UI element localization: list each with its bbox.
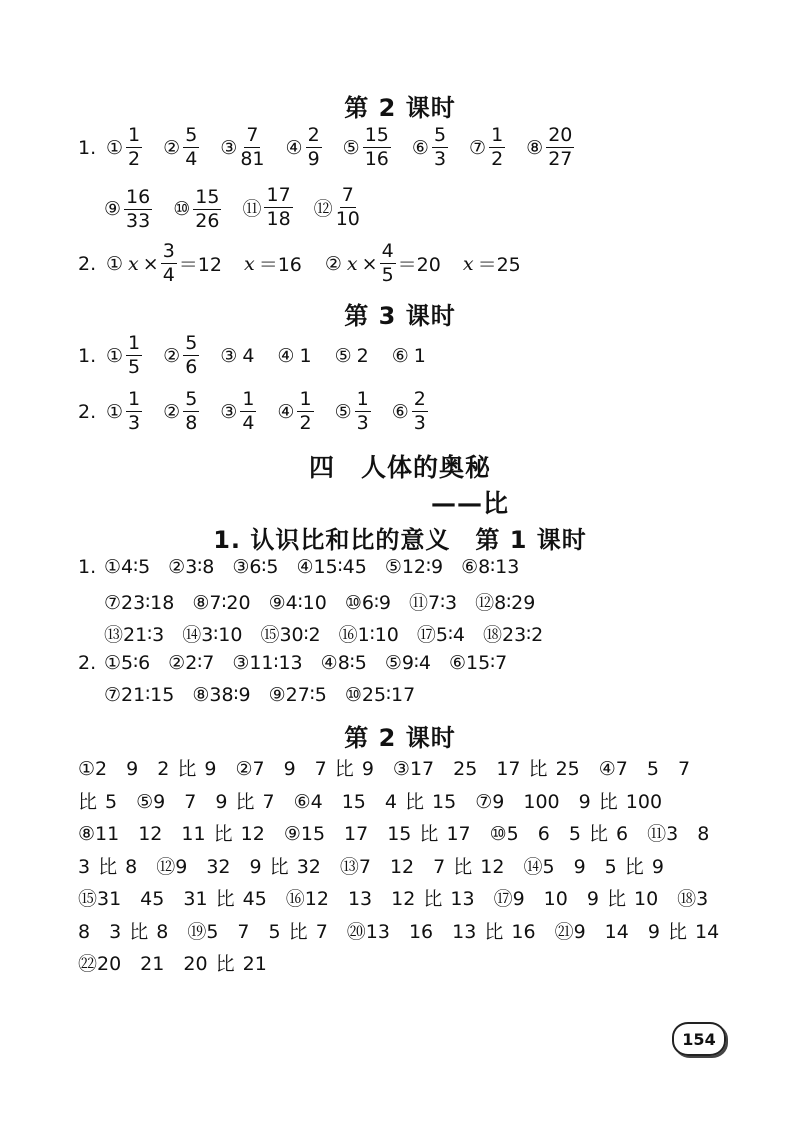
equation-item — [106, 242, 304, 285]
equation-rhs: ＝20 — [397, 254, 441, 276]
item-marker: ⑥ — [391, 344, 409, 367]
ratio-item: ③11∶13 — [232, 652, 303, 674]
answer-item — [412, 126, 448, 169]
ratio-row — [78, 556, 537, 578]
ratio-item: ②2∶7 — [168, 652, 215, 674]
numerator: 1 — [356, 388, 369, 410]
item-marker: ⑤ — [334, 400, 352, 423]
section-b-q1 — [78, 334, 449, 377]
ratio-item: ⑦23∶18 — [104, 592, 175, 614]
answer-item — [104, 185, 152, 232]
fraction — [363, 126, 391, 169]
fraction — [126, 334, 142, 377]
fraction — [161, 242, 177, 285]
answer-line: ①2 9 2 比 9 ②7 9 7 比 9 ③17 25 17 比 25 ④7 5 7 — [78, 758, 691, 780]
denominator: 81 — [240, 148, 265, 170]
question-number: 2. — [78, 400, 97, 423]
ratio-item: ⑤9∶4 — [384, 652, 431, 674]
numerator: 1 — [491, 124, 504, 146]
section-a-q1-row2 — [104, 186, 381, 231]
section-a-q2 — [78, 242, 544, 285]
ratio-item: ⑬21∶3 — [104, 624, 165, 646]
ratio-item: ⑱23∶2 — [483, 624, 544, 646]
item-marker: ② — [163, 136, 181, 159]
ratio-item: ⑧7∶20 — [192, 592, 251, 614]
item-marker: ④ — [285, 136, 303, 159]
ratio-row — [104, 588, 553, 615]
denominator: 4 — [185, 148, 198, 170]
item-marker: ⑩ — [173, 198, 191, 220]
item-marker: ① — [106, 344, 124, 367]
item-marker: ⑦ — [469, 136, 487, 159]
item-marker: ① — [106, 136, 124, 159]
ratio-item: ①5∶6 — [104, 652, 151, 674]
fraction — [124, 185, 152, 232]
fraction — [489, 126, 505, 169]
answer-line: ⑮31 45 31 比 45 ⑯12 13 12 比 13 ⑰9 10 9 比 10 ⑱3 — [78, 888, 709, 910]
fraction — [306, 126, 322, 169]
answer-item — [106, 390, 142, 433]
denominator: 6 — [185, 356, 198, 378]
answer-item — [106, 334, 142, 377]
answer-item — [343, 126, 391, 169]
fraction — [355, 390, 371, 433]
ratio-row — [78, 652, 525, 674]
numerator: 7 — [341, 184, 354, 206]
item-marker: ⑪ — [242, 198, 262, 220]
section-a-title: 第 2 课时 — [344, 94, 456, 122]
denominator: 10 — [335, 208, 360, 230]
denominator: 18 — [266, 208, 291, 230]
times-sign: × — [142, 252, 159, 275]
denominator: 2 — [491, 148, 504, 170]
answer-item — [469, 126, 505, 169]
question-number: 1. — [78, 344, 97, 367]
numerator: 5 — [185, 124, 198, 146]
item-marker: ② — [324, 252, 342, 275]
ratio-item: ⑭3∶10 — [182, 624, 243, 646]
fraction — [240, 126, 264, 169]
answer-value: 1 — [413, 344, 426, 367]
answer-item — [335, 390, 371, 433]
answer-item — [392, 345, 428, 367]
answer-value: 2 — [356, 344, 369, 367]
answer-value: 4 — [242, 344, 255, 367]
ratio-item: ⑨4∶10 — [268, 592, 327, 614]
section-b-title: 第 3 课时 — [344, 302, 456, 330]
variable: x — [128, 252, 139, 275]
answer-line: 3 比 8 ⑫9 32 9 比 32 ⑬7 12 7 比 12 ⑭5 9 5 比 9 — [78, 855, 664, 878]
ratio-item: ②3∶8 — [168, 556, 215, 578]
ratio-item: ④15∶45 — [296, 556, 367, 578]
ratio-item: ⑩25∶17 — [344, 684, 416, 706]
answer-item — [220, 345, 256, 367]
denominator: 26 — [195, 209, 220, 232]
answer-item — [173, 185, 221, 232]
denominator: 2 — [299, 412, 312, 434]
answer-item — [392, 390, 428, 433]
denominator: 33 — [126, 209, 151, 232]
item-marker: ① — [106, 252, 124, 275]
question-number: 2. — [78, 652, 97, 674]
answer-item — [220, 390, 256, 433]
variable: x — [346, 252, 358, 275]
page-number-badge — [672, 1022, 726, 1056]
numerator: 1 — [299, 388, 312, 410]
ratio-item: ⑥15∶7 — [448, 652, 508, 674]
equation-item — [325, 242, 523, 285]
answer-item — [163, 390, 199, 433]
lesson-title: 1. 认识比和比的意义 第 1 课时 — [213, 526, 587, 554]
item-marker: ③ — [220, 400, 238, 423]
denominator: 5 — [381, 264, 394, 286]
numerator: 1 — [128, 332, 141, 354]
numerator: 15 — [195, 185, 220, 208]
answer-item — [526, 126, 574, 169]
item-marker: ② — [163, 400, 181, 423]
item-marker: ② — [163, 344, 181, 367]
fraction — [126, 126, 142, 169]
variable: x — [462, 252, 474, 275]
numerator: 20 — [548, 124, 573, 146]
ratio-item: ⑮30∶2 — [260, 624, 321, 646]
ratio-item: ①4∶5 — [104, 556, 151, 578]
denominator: 5 — [128, 356, 141, 378]
answer-item — [106, 126, 142, 169]
ratio-item: ④8∶5 — [320, 652, 367, 674]
item-marker: ⑥ — [391, 400, 409, 423]
numerator: 4 — [381, 240, 394, 262]
solution: ＝25 — [477, 254, 521, 276]
answer-item — [277, 345, 313, 367]
item-marker: ⑫ — [313, 198, 333, 220]
answer-item — [277, 390, 313, 433]
unit-subtitle: ——比 — [430, 489, 509, 518]
solution: ＝16 — [258, 254, 302, 276]
ratio-item: ⑤12∶9 — [384, 556, 444, 578]
numerator: 7 — [246, 124, 259, 146]
denominator: 3 — [128, 412, 141, 434]
denominator: 4 — [242, 412, 255, 434]
answer-line: ㉒20 21 20 比 21 — [78, 953, 267, 975]
item-marker: ⑤ — [334, 344, 352, 367]
fraction — [297, 390, 313, 433]
ratio-item: ⑫8∶29 — [475, 592, 536, 614]
section-d-title: 第 2 课时 — [344, 724, 456, 752]
ratio-item: ⑩6∶9 — [344, 592, 391, 614]
numerator: 2 — [307, 124, 320, 146]
section-a-q1-row1 — [78, 126, 595, 169]
numerator: 15 — [364, 124, 389, 146]
item-marker: ① — [106, 400, 124, 423]
numerator: 17 — [266, 184, 291, 206]
answer-item — [242, 186, 292, 229]
ratio-item: ⑯1∶10 — [338, 624, 399, 646]
numerator: 1 — [128, 124, 141, 146]
item-marker: ④ — [277, 400, 295, 423]
answer-item — [335, 345, 371, 367]
item-marker: ⑧ — [526, 136, 544, 159]
answer-item — [314, 186, 360, 229]
numerator: 5 — [185, 388, 198, 410]
section-b-q2 — [78, 390, 449, 433]
numerator: 1 — [128, 388, 141, 410]
numerator: 2 — [413, 388, 426, 410]
ratio-item: ⑦21∶15 — [104, 684, 175, 706]
ratio-item: ⑨27∶5 — [268, 684, 327, 706]
item-marker: ④ — [277, 344, 295, 367]
ratio-item: ⑧38∶9 — [192, 684, 251, 706]
answer-item — [286, 126, 322, 169]
answer-item — [163, 126, 199, 169]
denominator: 27 — [548, 148, 573, 170]
item-marker: ⑨ — [104, 198, 122, 220]
equation-rhs: ＝12 — [178, 254, 222, 276]
denominator: 3 — [433, 148, 447, 170]
denominator: 8 — [185, 412, 198, 434]
numerator: 5 — [433, 124, 447, 146]
numerator: 5 — [185, 332, 198, 354]
ratio-item: ⑥8∶13 — [461, 556, 520, 578]
item-marker: ⑤ — [342, 136, 360, 159]
question-number: 2. — [78, 252, 97, 275]
question-number: 1. — [78, 556, 97, 578]
fraction — [193, 185, 221, 232]
denominator: 9 — [307, 148, 320, 170]
ratio-item: ⑰5∶4 — [416, 624, 465, 646]
numerator: 16 — [126, 185, 151, 208]
fraction — [126, 390, 142, 433]
fraction — [412, 390, 428, 433]
item-marker: ③ — [220, 344, 238, 367]
ratio-item: ③6∶5 — [232, 556, 279, 578]
fraction — [183, 126, 199, 169]
fraction — [546, 126, 574, 169]
answer-line: ⑧11 12 11 比 12 ⑨15 17 15 比 17 ⑩5 6 5 比 6 ⑪3 8 — [78, 823, 710, 845]
question-number: 1. — [78, 136, 97, 159]
denominator: 3 — [356, 412, 369, 434]
denominator: 4 — [162, 264, 175, 286]
denominator: 3 — [413, 412, 426, 434]
fraction — [183, 334, 199, 377]
numerator: 3 — [162, 240, 175, 262]
ratio-row — [104, 684, 433, 706]
answer-line: 比 5 ⑤9 7 9 比 7 ⑥4 15 4 比 15 ⑦9 100 9 比 100 — [78, 790, 663, 813]
fraction — [240, 390, 256, 433]
denominator: 2 — [128, 148, 141, 170]
answer-value: 1 — [299, 344, 312, 367]
fraction — [432, 126, 448, 169]
page-number: 154 — [682, 1029, 716, 1049]
times-sign: × — [361, 252, 378, 275]
answer-line: 8 3 比 8 ⑲5 7 5 比 7 ⑳13 16 13 比 16 ㉑9 14 9 比 14 — [78, 920, 720, 943]
denominator: 16 — [364, 148, 389, 170]
fraction — [264, 186, 292, 229]
item-marker: ⑥ — [411, 136, 429, 159]
item-marker: ③ — [220, 136, 238, 159]
numerator: 1 — [242, 388, 255, 410]
answer-item — [220, 126, 264, 169]
fraction — [183, 390, 199, 433]
variable: x — [243, 252, 255, 275]
ratio-item: ⑪7∶3 — [409, 592, 458, 614]
unit-title: 四 人体的奥秘 — [308, 453, 491, 482]
fraction — [380, 242, 396, 285]
answer-item — [163, 334, 199, 377]
fraction — [336, 186, 360, 229]
ratio-row — [104, 620, 561, 647]
